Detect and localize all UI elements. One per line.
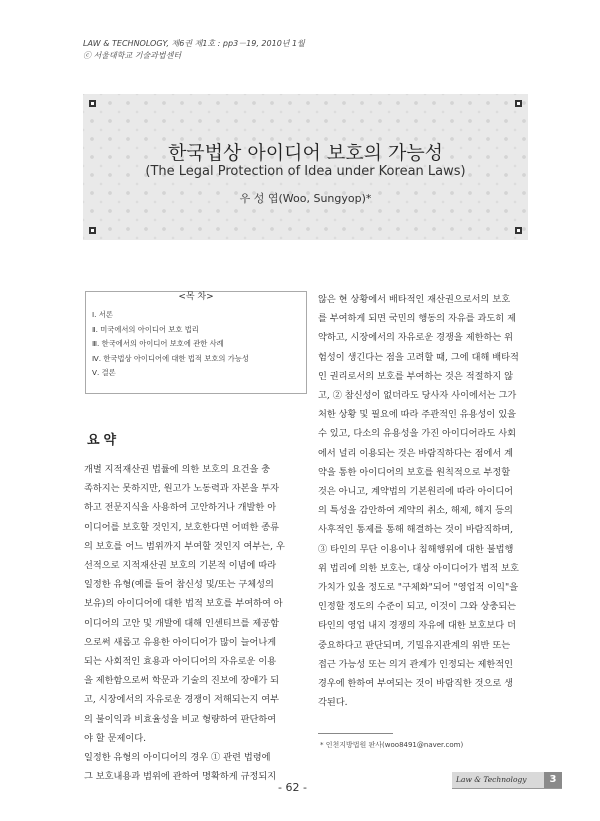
text-line: 족하지는 못하지만, 원고가 노동력과 자본을 투자 <box>84 483 280 495</box>
abstract-heading: 요약 <box>87 433 121 448</box>
text-line: 그 보호내용과 범위에 관하여 명확하게 규정되지 <box>84 771 277 783</box>
text-line: 접근 가능성 또는 의거 관계가 인정되는 제한적인 <box>318 658 514 670</box>
abstract-right-column <box>318 290 546 712</box>
text-line: 가치가 있을 정도로 "구체화"되어 "영업적 이익"을 <box>318 582 519 594</box>
page-number: - 62 - <box>278 781 307 794</box>
toc-heading: <목 차> <box>172 292 219 302</box>
journal-tab <box>452 772 544 788</box>
text-line: 에서 널리 이용되는 것은 바람직하다는 점에서 계 <box>318 447 514 459</box>
text-line: 보유)의 아이디어에 대한 법적 보호를 부여하여 아 <box>84 598 283 610</box>
text-line: 을 제한함으로써 학문과 기술의 진보에 장애가 되 <box>84 675 280 687</box>
text-line: 이디어를 보호할 것인지, 보호한다면 어떠한 종류 <box>84 521 280 533</box>
table-of-contents <box>85 291 307 394</box>
text-line: 약하고, 시장에서의 자유로운 경쟁을 제한하는 위 <box>318 332 514 344</box>
text-line: 위 법리에 의한 보호는, 대상 아이디어가 법적 보호 <box>318 562 519 574</box>
corner-mark <box>515 100 522 107</box>
text-line: 것은 아니고, 계약법의 기본원리에 따라 아이디어 <box>318 486 514 498</box>
abstract-left-column <box>84 460 306 786</box>
journal-name: Law & Technology <box>456 775 527 784</box>
toc-item: Ⅱ. 미국에서의 아이디어 보호 법리 <box>92 324 199 334</box>
text-line: 경우에 한하여 부여되는 것이 바람직한 것으로 생 <box>318 678 514 690</box>
text-line: 각된다. <box>318 697 348 709</box>
article-title-english: (The Legal Protection of Idea under Korean Laws) <box>145 164 466 179</box>
text-line: 수 있고, 다소의 유용성을 가진 아이디어라도 사회 <box>318 428 516 440</box>
journal-page-number: 3 <box>544 772 562 788</box>
footnote: * 인천지방법원 판사(woo8491@naver.com) <box>320 741 464 749</box>
author-line: 우 성 엽(Woo, Sungyop)* <box>239 192 372 205</box>
text-line: 일정한 유형의 아이디어의 경우 ① 관련 법령에 <box>84 752 271 764</box>
text-line: 고, 시장에서의 자유로운 경쟁이 저해되는지 여부 <box>84 694 280 706</box>
text-line: 하고 전문지식을 사용하여 고안하거나 개발한 아 <box>84 502 277 514</box>
text-line: 의 특성을 감안하여 계약의 취소, 해제, 해지 등의 <box>318 505 513 517</box>
text-line: 를 부여하게 되면 국민의 행동의 자유를 과도히 제 <box>318 313 516 325</box>
text-line: 개별 지적재산권 법률에 의한 보호의 요건을 충 <box>84 464 271 475</box>
text-line: 인 권리로서의 보호를 부여하는 것은 적절하지 않 <box>318 370 514 382</box>
text-line: 인정할 정도의 수준이 되고, 이것이 그와 상충되는 <box>318 601 516 613</box>
text-line: 중요하다고 판단되며, 기밀유지관계의 위반 또는 <box>318 639 511 651</box>
text-line: 되는 사회적인 효용과 아이디어의 자유로운 이용 <box>84 656 277 668</box>
article-title: 한국법상 아이디어 보호의 가능성 <box>167 142 444 164</box>
text-line: ③ 타인의 무단 이용이나 침해행위에 대한 불법행 <box>318 543 514 555</box>
text-line: 않은 현 상황에서 배타적인 재산권으로서의 보호 <box>318 294 511 305</box>
text-line: 고, ② 참신성이 없더라도 당사자 사이에서는 그가 <box>318 390 517 402</box>
text-line: 이디어의 고안 및 개발에 대해 인센티브를 제공함 <box>84 617 280 629</box>
text-line: 으로써 새롭고 유용한 아이디어가 많이 늘어나게 <box>84 636 277 648</box>
text-line: 선적으로 지적재산권 보호의 기본적 이념에 따라 <box>84 560 277 572</box>
text-line: 사후적인 통제를 통해 해결하는 것이 바람직하며, <box>318 524 514 536</box>
text-line: 처한 상황 및 필요에 따라 주관적인 유용성이 있을 <box>318 409 516 421</box>
text-line: 의 보호를 어느 범위까지 부여할 것인지 여부는, 우 <box>84 540 285 552</box>
text-line: 의 불이익과 비효율성을 비교 형량하여 판단하여 <box>84 713 277 725</box>
text-line: 약을 통한 아이디어의 보호를 원칙적으로 부정할 <box>318 466 511 478</box>
footer-rule <box>452 788 562 789</box>
toc-item: Ⅳ. 한국법상 아이디어에 대한 법적 보호의 가능성 <box>92 353 249 363</box>
corner-mark <box>515 227 522 234</box>
text-line: 야 할 문제이다. <box>84 732 147 744</box>
toc-item: Ⅲ. 한국에서의 아이디어 보호에 관한 사례 <box>92 339 224 348</box>
running-header <box>83 38 305 62</box>
text-line: 험성이 생긴다는 점을 고려할 때, 그에 대해 배타적 <box>318 351 519 363</box>
text-line: 일정한 유형(예를 들어 참신성 및/또는 구체성의 <box>84 579 274 591</box>
toc-item: Ⅴ. 결론 <box>92 368 116 377</box>
corner-mark <box>89 227 96 234</box>
citation-line: LAW & TECHNOLOGY, 제6권 제1호 : pp3－19, 2010년 1월 <box>83 39 305 48</box>
toc-item: Ⅰ. 서론 <box>92 310 113 319</box>
publisher-line: ⓒ 서울대학교 기술과법센터 <box>83 51 182 60</box>
corner-mark <box>89 100 96 107</box>
text-line: 타인의 영업 내지 경쟁의 자유에 대한 보호보다 더 <box>318 620 516 632</box>
footnote-rule <box>318 733 393 734</box>
